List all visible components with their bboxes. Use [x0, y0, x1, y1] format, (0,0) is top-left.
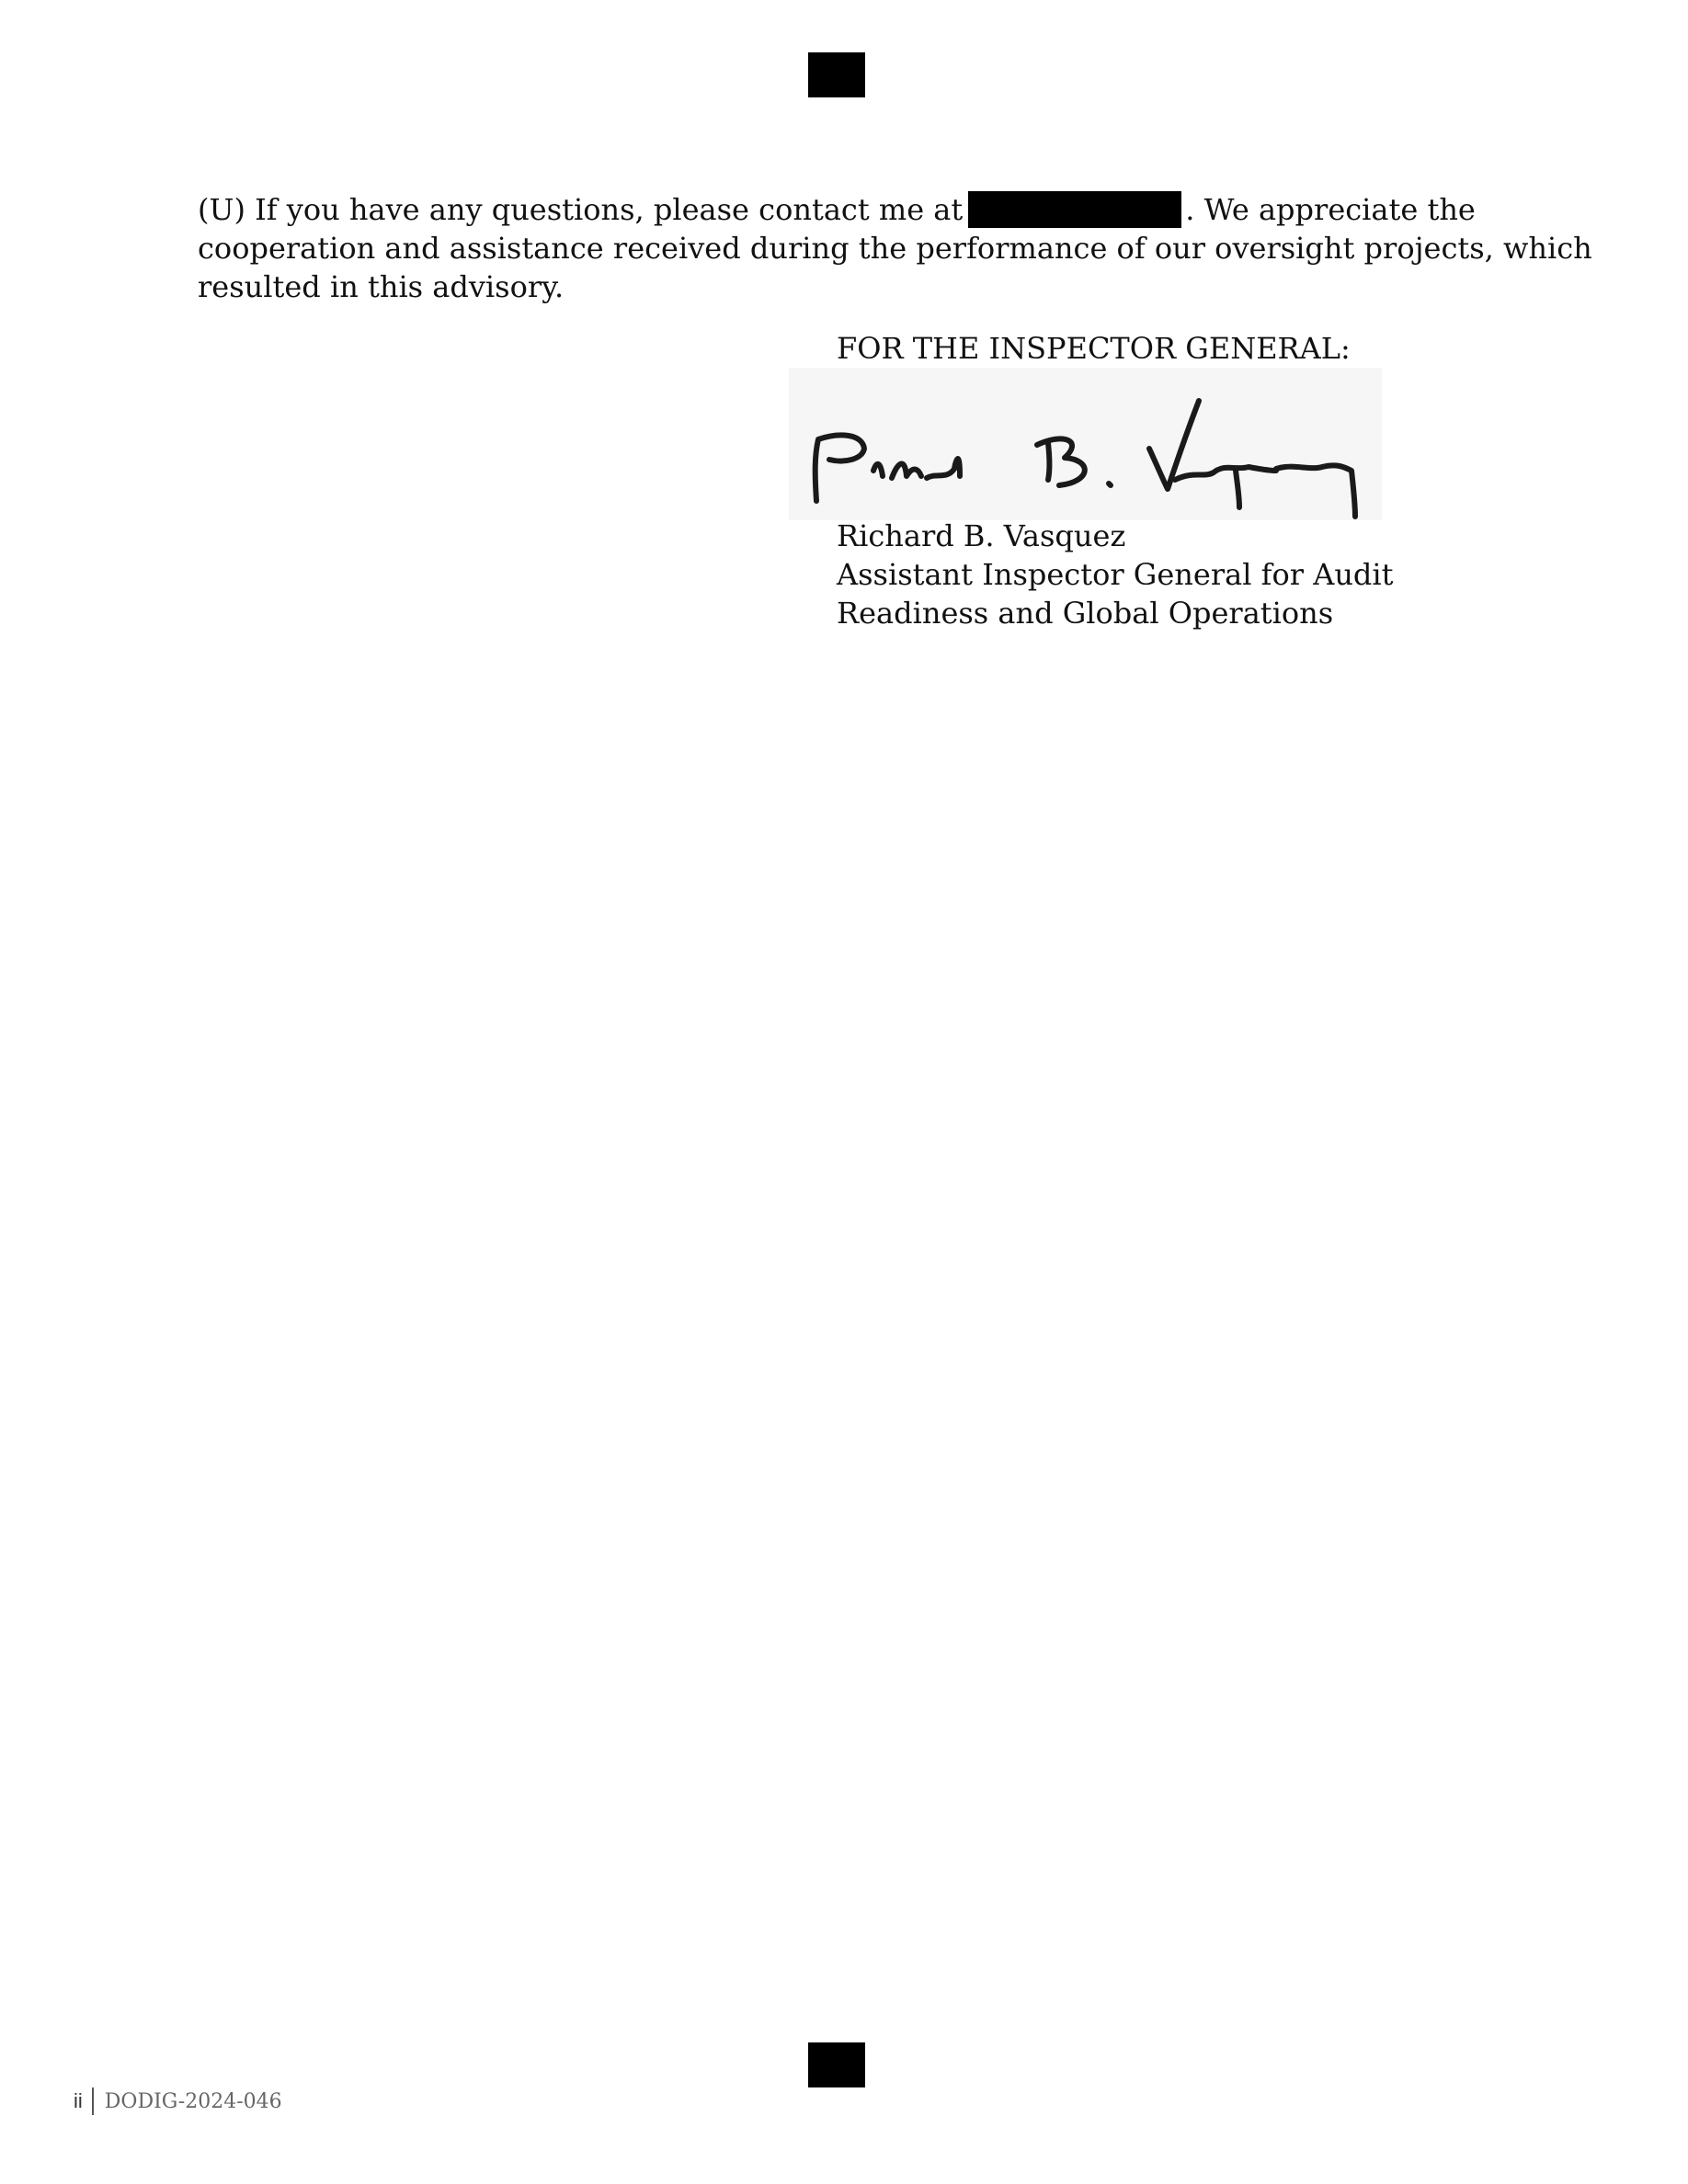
classification-redaction-top — [808, 52, 865, 97]
page-footer — [74, 2085, 282, 2118]
paragraph-text-before-redaction: (U) If you have any questions, please contact me at — [198, 192, 964, 227]
paragraph-text-after-redaction: . We appreciate the — [1185, 192, 1476, 227]
classification-redaction-bottom — [808, 2042, 865, 2087]
paragraph-line-2: cooperation and assistance received during the performance of our oversight projects, which — [198, 231, 1592, 266]
signatory-name: Richard B. Vasquez — [837, 518, 1126, 553]
handwritten-signature — [789, 368, 1382, 520]
signature-closing: FOR THE INSPECTOR GENERAL: — [837, 331, 1351, 366]
footer-divider — [92, 2087, 94, 2115]
paragraph-line-3: resulted in this advisory. — [198, 269, 565, 304]
signatory-title-line-1: Assistant Inspector General for Audit — [837, 557, 1394, 592]
paragraph-line-1 — [198, 190, 1503, 229]
page-number: ii — [74, 2089, 83, 2112]
closing-paragraph — [198, 190, 1592, 306]
phone-redaction — [968, 191, 1181, 228]
document-id: DODIG-2024-046 — [104, 2089, 282, 2113]
signatory-block — [837, 517, 1394, 632]
signatory-title-line-2: Readiness and Global Operations — [837, 596, 1334, 631]
